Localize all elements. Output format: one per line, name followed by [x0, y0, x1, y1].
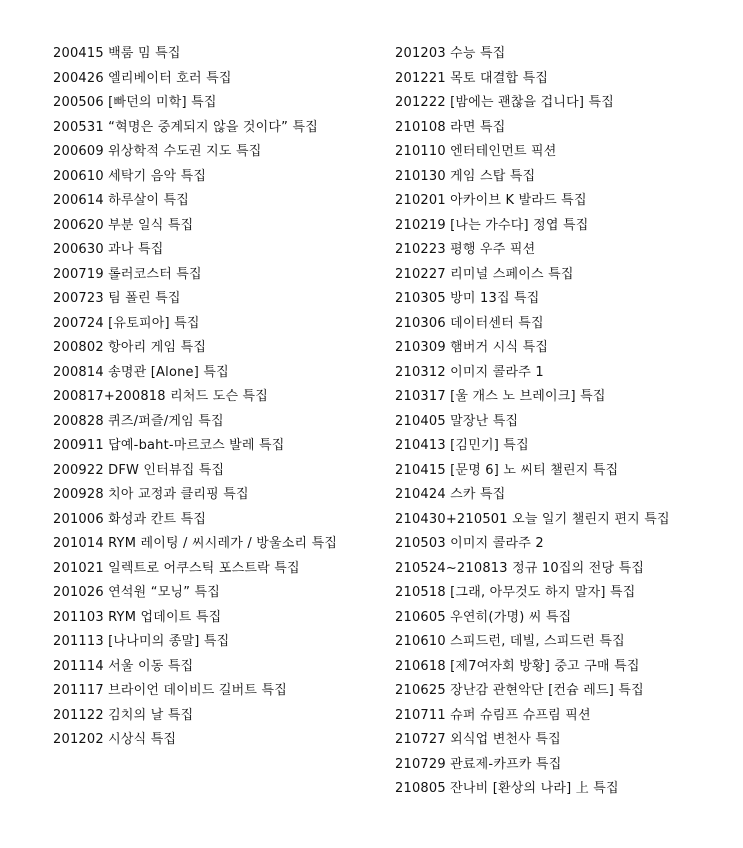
list-item: 201222 [밤에는 괜찮을 겁니다] 특집: [395, 95, 615, 110]
list-item: 210223 평행 우주 픽션: [395, 242, 536, 257]
list-item: 201221 목토 대결합 특집: [395, 70, 549, 86]
list-item: 200426 엘리베이터 호러 특집: [53, 70, 232, 86]
list-item: 200506 [빠던의 미학] 특집: [53, 95, 217, 110]
list-item: 201202 시상식 특집: [53, 732, 177, 747]
list-item: 200814 송명관 [Alone] 특집: [53, 364, 229, 380]
list-item: 200620 부분 일식 특집: [53, 217, 194, 233]
list-item: 210317 [울 개스 노 브레이크] 특집: [395, 389, 606, 404]
list-item: 210430+210501 오늘 일기 챌린지 편지 특집: [395, 511, 670, 527]
list-item: 201021 일렉트로 어쿠스틱 포스트락 특집: [53, 560, 300, 576]
list-item: 210110 엔터테인먼트 픽션: [395, 144, 557, 159]
list-item: 210610 스피드런, 데빌, 스피드런 특집: [395, 634, 625, 649]
list-item: 201006 화성과 칸트 특집: [53, 511, 207, 527]
list-item: 201114 서울 이동 특집: [53, 658, 194, 674]
list-item: 210729 관료제-카프카 특집: [395, 756, 562, 772]
list-item: 210518 [그래, 아무것도 하지 말자] 특집: [395, 585, 636, 600]
list-item: 200723 팀 폴린 특집: [53, 291, 181, 306]
list-item: 200610 세탁기 음악 특집: [53, 168, 207, 184]
list-item: 201103 RYM 업데이트 특집: [53, 609, 222, 625]
list-item: 201113 [나나미의 종말] 특집: [53, 634, 230, 649]
list-item: 210415 [문명 6] 노 씨티 챌린지 특집: [395, 462, 619, 478]
list-item: 210227 리미널 스페이스 특집: [395, 266, 574, 282]
list-item: 200531 “혁명은 중계되지 않을 것이다” 특집: [53, 119, 318, 135]
list-item: 210413 [김민기] 특집: [395, 438, 529, 453]
list-item: 200828 퀴즈/퍼즐/게임 특집: [53, 413, 224, 429]
list-item: 201117 브라이언 데이비드 길버트 특집: [53, 683, 288, 698]
list-item: 210424 스카 특집: [395, 487, 506, 502]
left-column-list: [53, 42, 371, 753]
list-item: 210524~210813 정규 10집의 전당 특집: [395, 560, 645, 576]
list-item: 201014 RYM 레이팅 / 씨시레가 / 방울소리 특집: [53, 536, 338, 551]
list-item: 200614 하루살이 특집: [53, 193, 190, 208]
list-item: 210108 라면 특집: [395, 119, 506, 135]
list-item: 210805 잔나비 [환상의 나라] 上 특집: [395, 781, 619, 796]
list-item: 200817+200818 리처드 도슨 특집: [53, 389, 269, 404]
list-item: 210305 방미 13집 특집: [395, 291, 540, 306]
list-item: 200802 항아리 게임 특집: [53, 340, 207, 355]
list-item: 210405 말장난 특집: [395, 413, 519, 429]
list-item: 200911 답예-baht-마르코스 발레 특집: [53, 438, 285, 453]
list-item: 200928 치아 교정과 클리핑 특집: [53, 487, 249, 502]
list-item: 210503 이미지 콜라주 2: [395, 536, 544, 551]
list-item: 200609 위상학적 수도권 지도 특집: [53, 144, 262, 159]
list-item: 201122 김치의 날 특집: [53, 707, 194, 723]
list-item: 210618 [제7여자회 방황] 중고 구매 특집: [395, 658, 640, 674]
list-item: 210312 이미지 콜라주 1: [395, 364, 544, 380]
list-item: 201026 연석원 “모닝” 특집: [53, 585, 220, 600]
list-item: 210219 [나는 가수다] 정엽 특집: [395, 217, 589, 233]
list-item: 210130 게임 스탑 특집: [395, 168, 536, 184]
right-column-list: [395, 42, 715, 802]
list-item: 210625 장난감 관현악단 [컨슘 레드] 특집: [395, 683, 644, 698]
list-item: 210201 아카이브 K 발라드 특집: [395, 193, 587, 208]
list-item: 210605 우연히(가명) 씨 특집: [395, 609, 572, 625]
list-item: 210727 외식업 변천사 특집: [395, 732, 561, 747]
list-item: 210306 데이터센터 특집: [395, 315, 544, 331]
list-item: 200415 백룸 밈 특집: [53, 46, 181, 61]
list-item: 210309 햄버거 시식 특집: [395, 340, 549, 355]
list-item: 200724 [유토피아] 특집: [53, 315, 200, 331]
list-item: 201203 수능 특집: [395, 46, 506, 61]
list-item: 200922 DFW 인터뷰집 특집: [53, 462, 225, 478]
list-item: 210711 슈퍼 슈림프 슈프림 픽션: [395, 707, 591, 723]
list-item: 200719 롤러코스터 특집: [53, 266, 202, 282]
list-item: 200630 과나 특집: [53, 242, 164, 257]
